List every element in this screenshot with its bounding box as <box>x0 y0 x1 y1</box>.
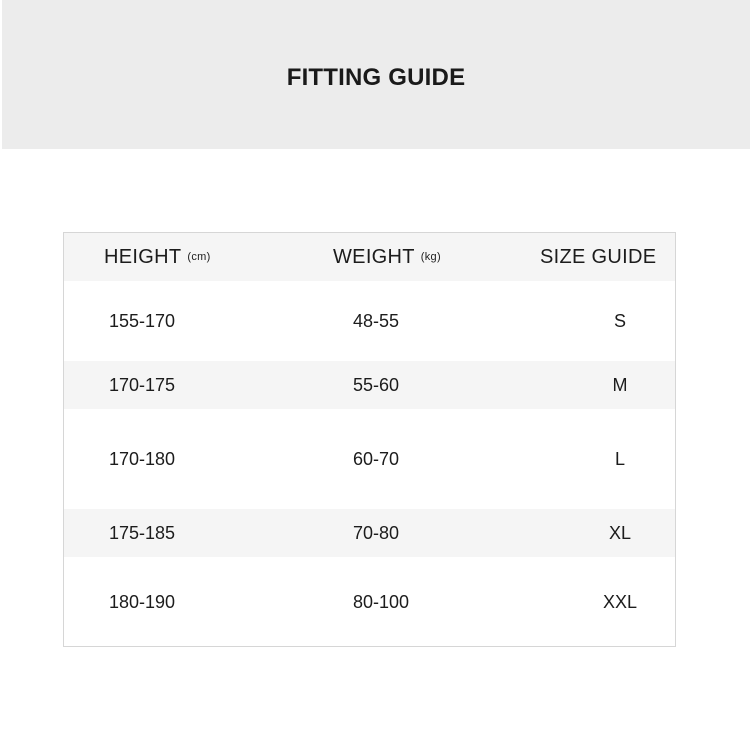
cell-weight: 48-55 <box>353 310 400 331</box>
cell-weight: 80-100 <box>353 591 410 612</box>
size-table <box>63 232 676 647</box>
cell-size: M <box>612 374 628 395</box>
cell-size: XXL <box>602 591 638 612</box>
table-row <box>64 409 675 509</box>
table-header-row <box>64 233 675 281</box>
cell-size: XL <box>608 522 632 543</box>
table-row <box>64 509 675 557</box>
column-header-weight <box>333 233 441 281</box>
table-row <box>64 361 675 409</box>
column-header-weight-label: WEIGHT <box>333 245 415 268</box>
column-header-weight-unit: (kg) <box>420 251 441 263</box>
column-header-size <box>540 233 656 281</box>
column-header-height-label: HEIGHT <box>104 245 182 268</box>
cell-weight: 70-80 <box>353 522 400 543</box>
cell-height: 155-170 <box>109 310 176 331</box>
cell-size: S <box>613 310 626 331</box>
cell-size: L <box>614 448 625 469</box>
cell-weight: 60-70 <box>353 448 400 469</box>
header-banner <box>2 0 750 149</box>
column-header-height-unit: (cm) <box>187 251 211 263</box>
cell-weight: 55-60 <box>353 374 400 395</box>
page-title: FITTING GUIDE <box>286 64 466 91</box>
cell-height: 175-185 <box>109 522 176 543</box>
table-row <box>64 557 675 647</box>
column-header-size-label: SIZE GUIDE <box>540 245 657 268</box>
cell-height: 170-175 <box>109 374 176 395</box>
cell-height: 170-180 <box>109 448 176 469</box>
table-row <box>64 281 675 361</box>
column-header-height <box>104 233 211 281</box>
cell-height: 180-190 <box>109 591 176 612</box>
